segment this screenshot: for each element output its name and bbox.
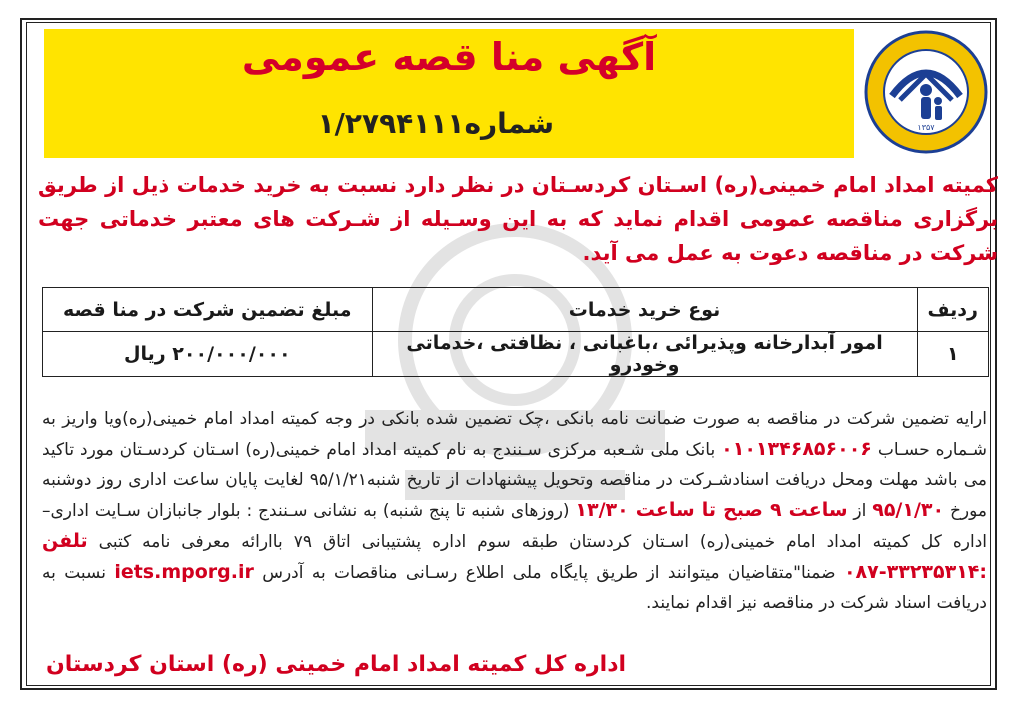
services-table [42, 287, 989, 377]
body-text-3: از [853, 501, 867, 521]
header-row-number: ردیف [917, 288, 988, 332]
emdad-committee-logo-icon [864, 30, 988, 154]
cell-service-type: امور آبدارخانه وپذیرائی ،باغبانی ، نظافتی ،خدماتی وخودرو [372, 332, 917, 377]
body-text-5: ضمنا"متقاضیان میتوانند از طریق پایگاه ملی اطلاع رسـانی مناقصات به آدرس [262, 563, 836, 583]
tender-number-label: شماره [464, 107, 554, 140]
title-banner [44, 29, 854, 158]
cell-guarantee-amount: ۲۰۰/۰۰۰/۰۰۰ ریال [43, 332, 373, 377]
body-text-1: ارایه تضمین شرکت در مناقصه به صورت ضمانت نامه بانکی ،چک تضمین شده بانکی در وجه کمیته امداد امام خمینی(ره)ویا واریز به شـماره حسـاب [42, 409, 987, 460]
body-text-6: نسبت به دریافت اسناد شرکت در مناقصه نیز اقدام نمایند. [42, 563, 987, 613]
tender-number [318, 107, 554, 140]
table-header-row [43, 288, 989, 332]
office-hours: ساعت ۹ صبح تا ساعت ۱۳/۳۰ [575, 499, 848, 521]
body-text-4: (روزهای شنبه تا پنج شنبه) به نشانی سـنندج : بلوار جانبازان سـایت اداری– اداره کل کمیته امداد امام خمینی(ره) اسـتان کردستان طبقه سوم اداره پشتیبانی اتاق ۷۹ باارائه معرفی نامه کتبی [42, 501, 988, 552]
issuer-signature: اداره کل کمیته امداد امام خمینی (ره) استان کردستان [46, 652, 627, 677]
account-number: ۰۱۰۱۳۴۶۸۵۶۰۰۶ [721, 438, 872, 460]
phone-number: تلفن :۳۳۲۳۵۳۱۴-۰۸۷ [42, 530, 988, 583]
page-title: آگهی منا قصه عمومی [241, 35, 657, 79]
body-text-2: بانک ملی شـعبه مرکزی سـنندج به نام کمیته امداد امام خمینی(ره) اسـتان کردسـتان مورد تاکید می باشد مهلت ومحل دریافت اسنادشـرکت در مناقصه وتحویل پیشنهادات از تاریخ شنبه۹۵/۱/۲۱ لغایت پایان ساعت اداری روز دوشنبه مورخ [42, 440, 988, 521]
table-row [43, 332, 989, 377]
header-guarantee-amount: مبلغ تضمین شرکت در منا قصه [43, 288, 373, 332]
deadline-date: ۹۵/۱/۳۰ [872, 499, 945, 521]
website-link[interactable]: iets.mporg.ir [114, 561, 254, 583]
cell-row-number: ۱ [917, 332, 988, 377]
header-service-type: نوع خرید خدمات [372, 288, 917, 332]
conditions-paragraph [42, 404, 987, 618]
intro-paragraph: کمیته امداد امام خمینی(ره) اسـتان کردسـتان در نظر دارد نسبت به خرید خدمات ذیل از طریق برگزاری مناقصه عمومی اقدام نماید که به این وسـیله از شـرکت های معتبر خدماتی جهت شرکت در مناقصه دعوت به عمل می آید. [38, 173, 998, 265]
svg-text:۱۳۵۷: ۱۳۵۷ [917, 123, 935, 132]
tender-number-value: ۱/۲۷۹۴۱۱۱ [317, 107, 465, 140]
